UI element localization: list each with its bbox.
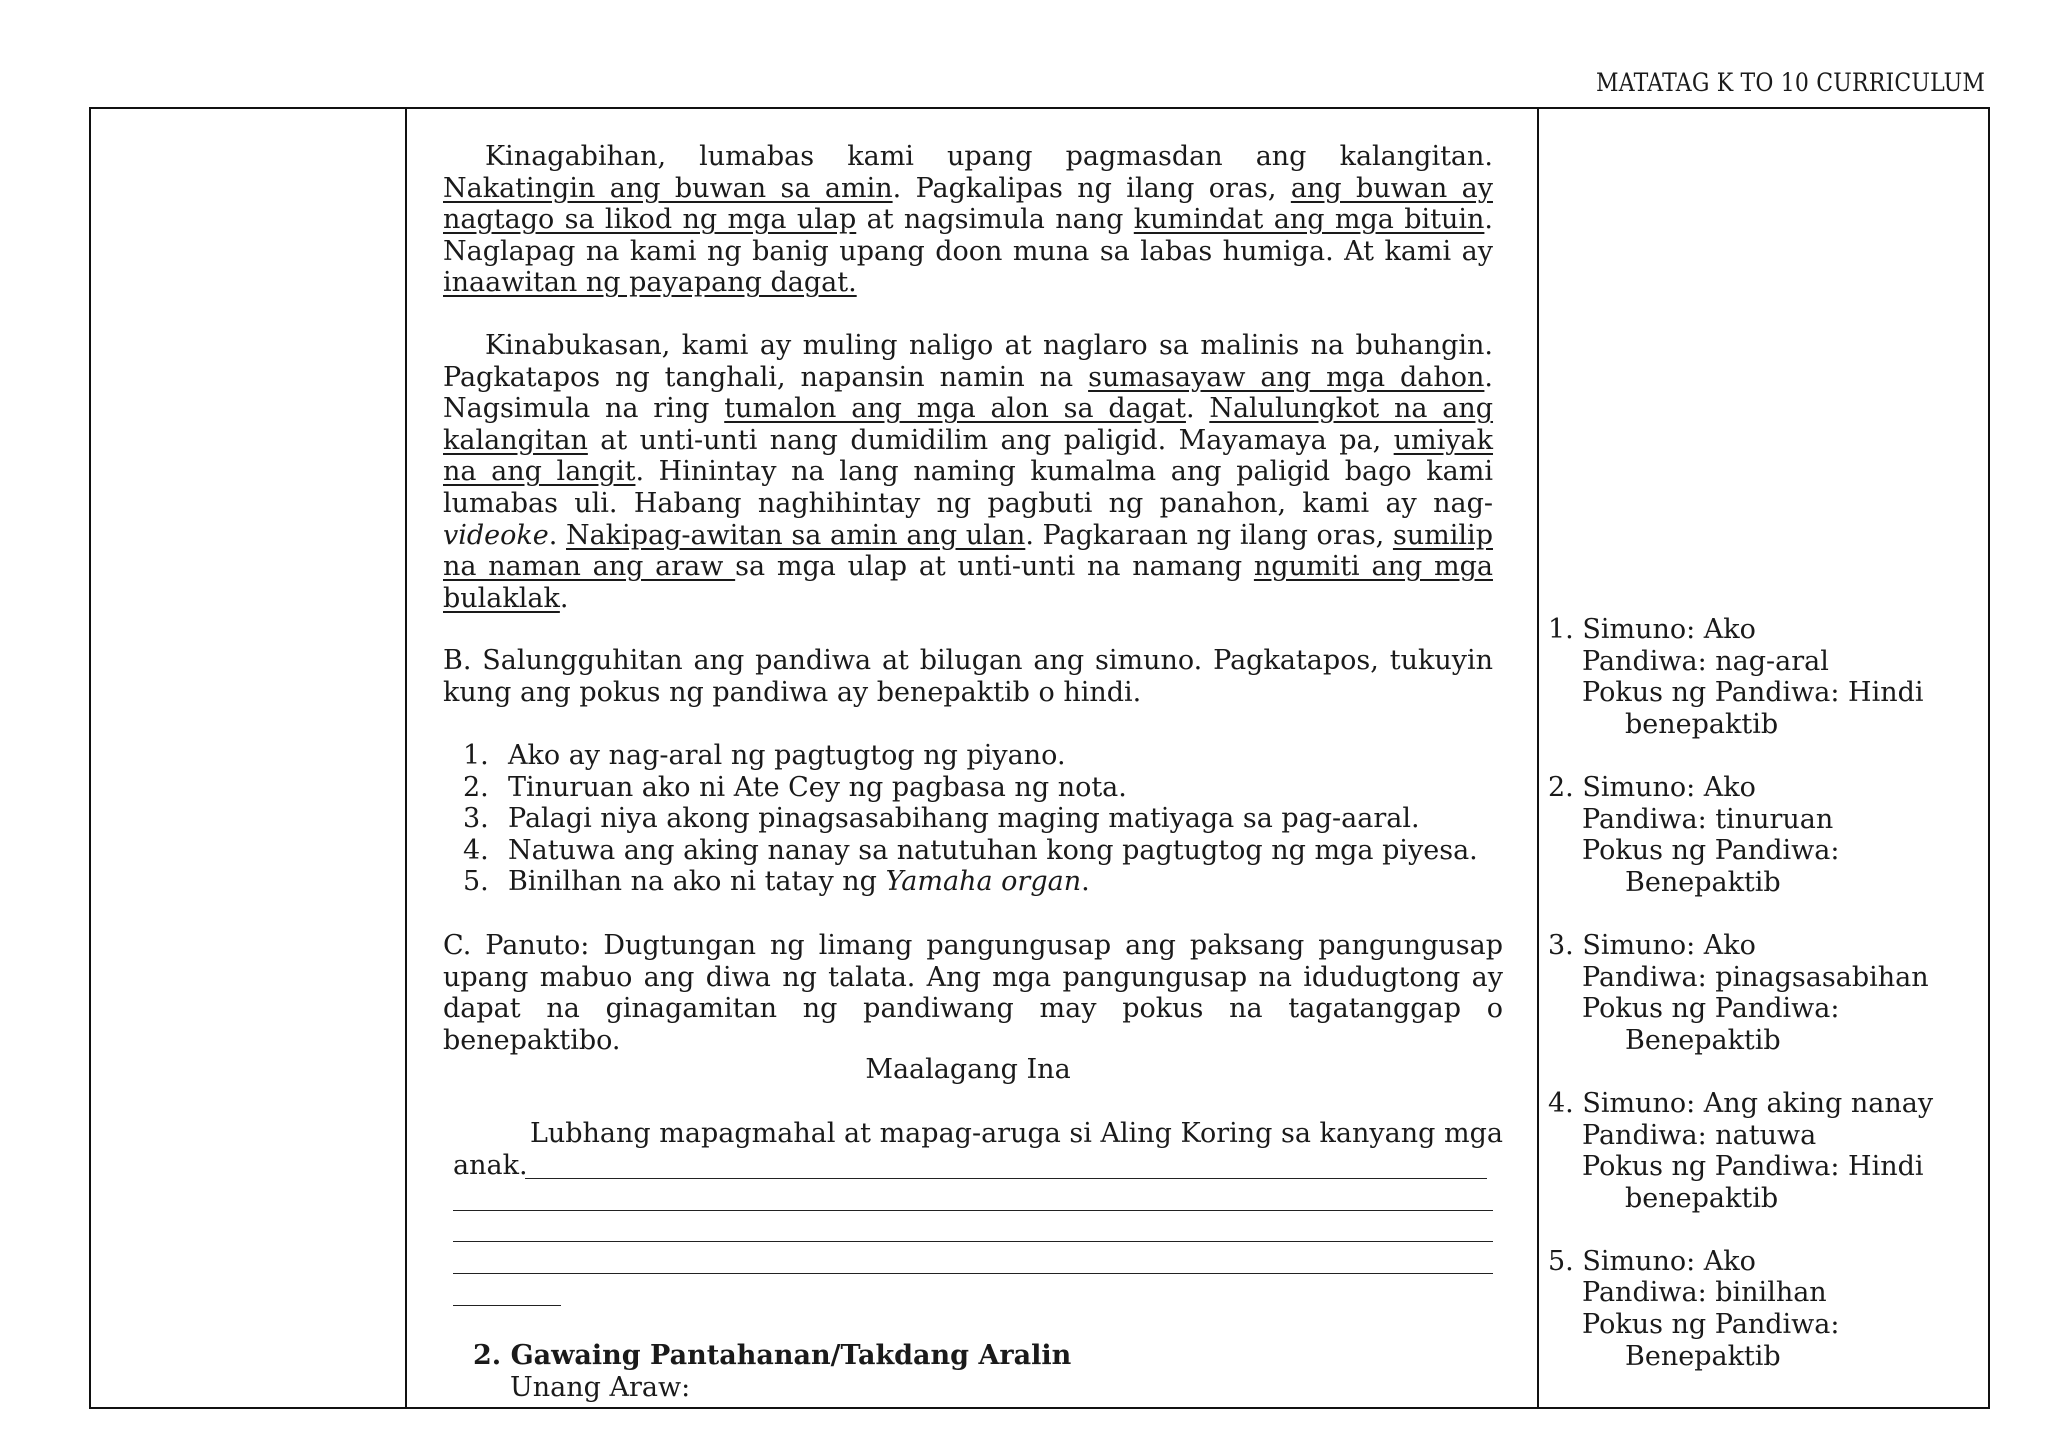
answer-pandiwa: Pandiwa: pinagsasabihan: [1582, 961, 1929, 993]
answer-pandiwa: Pandiwa: binilhan: [1582, 1277, 1827, 1309]
list-item: [463, 740, 1483, 772]
answer-pokus: Pokus ng Pandiwa: Hindi: [1582, 1151, 1924, 1183]
answer-number: 2.: [1548, 771, 1574, 803]
item-number: 3.: [463, 803, 489, 835]
answer-pokus: Pokus ng Pandiwa: Hindi: [1582, 677, 1924, 709]
essay-title: Maalagang Ina: [865, 1054, 1071, 1085]
item-text: Tinuruan ako ni Ate Cey ng pagbasa ng nota.: [508, 771, 1127, 803]
italic-word: videoke: [443, 519, 549, 551]
answer-item: [1548, 930, 1968, 1056]
answer-pokus-value: Benepaktib: [1625, 866, 1781, 898]
answer-pandiwa: Pandiwa: tinuruan: [1582, 803, 1834, 835]
answer-number: 5.: [1548, 1245, 1574, 1277]
underlined-phrase: sumilip na naman ang araw: [443, 519, 1493, 583]
answer-item: [1548, 1246, 1968, 1372]
answer-pokus: Pokus ng Pandiwa:: [1582, 835, 1840, 867]
answer-simuno: Simuno: Ako: [1582, 771, 1756, 803]
passage-paragraph-1: [443, 141, 1493, 299]
answer-pandiwa: Pandiwa: nag-aral: [1582, 645, 1829, 677]
item-text: Binilhan na ako ni tatay ng: [508, 866, 886, 898]
text: . Hinintay na lang naming kumalma ang paligid bago kami lumabas uli. Habang naghihintay ng pagbuti ng panahon, kami ay nag-: [443, 456, 1494, 519]
text: . Pagkalipas ng ilang oras,: [892, 172, 1291, 204]
item-number: 4.: [463, 834, 489, 866]
underlined-phrase: tumalon ang mga alon sa dagat: [724, 393, 1186, 425]
underlined-phrase: umiyak na ang langit: [443, 424, 1493, 488]
writing-line: [453, 1305, 561, 1306]
writing-line: [525, 1178, 1487, 1179]
writing-line: [453, 1210, 1493, 1211]
answer-simuno: Simuno: Ako: [1582, 929, 1756, 961]
answer-number: 1.: [1548, 614, 1574, 645]
underlined-phrase: Nakatingin ang buwan sa amin: [443, 172, 893, 204]
curriculum-header: MATATAG K TO 10 CURRICULUM: [1595, 68, 1985, 97]
text: at unti-unti nang dumidilim ang paligid. Mayamaya pa,: [587, 424, 1394, 456]
column-divider-left: [405, 109, 407, 1407]
item-number: 1.: [463, 740, 489, 771]
list-item: [463, 803, 1483, 835]
answer-item: [1548, 1088, 1968, 1214]
underlined-phrase: Nalulungkot na ang kalangitan: [443, 393, 1494, 456]
answer-pokus-value: Benepaktib: [1625, 1340, 1781, 1372]
answer-item: [1548, 614, 1968, 740]
homework-heading: 2. Gawaing Pantahanan/Takdang Aralin: [473, 1340, 1072, 1371]
text: .: [548, 519, 566, 551]
text: sa mga ulap at unti-unti na namang: [735, 551, 1254, 583]
item-text: .: [1081, 866, 1090, 898]
list-item: [463, 772, 1483, 804]
answer-pokus: Pokus ng Pandiwa:: [1582, 993, 1840, 1025]
passage-paragraph-2: [443, 330, 1493, 614]
underlined-phrase: ngumiti ang mga bulaklak: [443, 551, 1493, 614]
underlined-phrase: ang buwan ay nagtago sa likod ng mga ulap: [443, 172, 1493, 236]
answer-simuno: Simuno: Ang aking nanay: [1582, 1087, 1934, 1119]
answer-number: 4.: [1548, 1087, 1574, 1119]
item-text: Ako ay nag-aral ng pagtugtog ng piyano.: [508, 740, 1066, 771]
text: .: [559, 582, 569, 614]
text: . Pagkaraan ng ilang oras,: [1025, 519, 1393, 551]
answer-pokus-value: Benepaktib: [1625, 1024, 1781, 1056]
italic-word: Yamaha organ: [885, 866, 1082, 898]
answer-simuno: Simuno: Ako: [1582, 1245, 1756, 1277]
answer-pandiwa: Pandiwa: natuwa: [1582, 1119, 1817, 1151]
text: Kinagabihan, lumabas kami upang pagmasdan ang kalangitan.: [485, 141, 1493, 172]
item-number: 2.: [463, 771, 489, 803]
essay-starter-end: anak.: [453, 1150, 528, 1181]
text: at nagsimula nang: [856, 204, 1134, 236]
answer-item: [1548, 772, 1968, 898]
text: . Nagsimula na ring: [443, 361, 1494, 425]
answer-key-column: [1548, 614, 1968, 1404]
column-divider-right: [1537, 109, 1539, 1407]
answer-pokus-value: benepaktib: [1625, 1182, 1779, 1214]
underlined-phrase: inaawitan ng payapang dagat.: [443, 267, 857, 299]
answer-simuno: Simuno: Ako: [1582, 614, 1756, 645]
text: Kinabukasan, kami ay muling naligo at naglaro sa malinis na buhangin. Pagkatapos ng tanghali, napansin namin na: [443, 330, 1493, 393]
writing-line: [453, 1241, 1493, 1242]
essay-starter: Lubhang mapagmahal at mapag-aruga si Aling Koring sa kanyang mga: [529, 1118, 1503, 1149]
answer-pokus: Pokus ng Pandiwa:: [1582, 1309, 1840, 1341]
text: .: [1185, 393, 1210, 425]
answer-pokus-value: benepaktib: [1625, 708, 1779, 740]
text: . Naglapag na kami ng banig upang doon muna sa labas humiga. At kami ay: [443, 204, 1493, 267]
item-number: 5.: [463, 866, 489, 898]
underlined-phrase: Nakipag-awitan sa amin ang ulan: [566, 519, 1026, 551]
underlined-phrase: kumindat ang mga bituin: [1133, 204, 1485, 236]
list-item: [463, 866, 1483, 898]
underlined-phrase: sumasayaw ang mga dahon: [1088, 361, 1485, 393]
answer-number: 3.: [1548, 929, 1574, 961]
section-b-instruction: B. Salungguhitan ang pandiwa at bilugan ang simuno. Pagkatapos, tukuyin kung ang pokus ng pandiwa ay benepaktib o hindi.: [443, 645, 1493, 708]
section-b-list: [463, 740, 1483, 898]
item-text: Natuwa ang aking nanay sa natutuhan kong pagtugtog ng mga piyesa.: [508, 834, 1478, 866]
writing-line: [453, 1273, 1493, 1274]
item-text: Palagi niya akong pinagsasabihang maging matiyaga sa pag-aaral.: [508, 803, 1420, 835]
homework-section: [473, 1340, 1071, 1372]
homework-day: Unang Araw:: [510, 1372, 691, 1403]
list-item: [463, 835, 1483, 867]
section-c-instruction: C. Panuto: Dugtungan ng limang pangungusap ang paksang pangungusap upang mabuo ang diwa ng talata. Ang mga pangungusap na idudugtong ay dapat na ginagamitan ng pandiwang may pokus na tagatanggap o benepaktibo.: [443, 930, 1503, 1056]
